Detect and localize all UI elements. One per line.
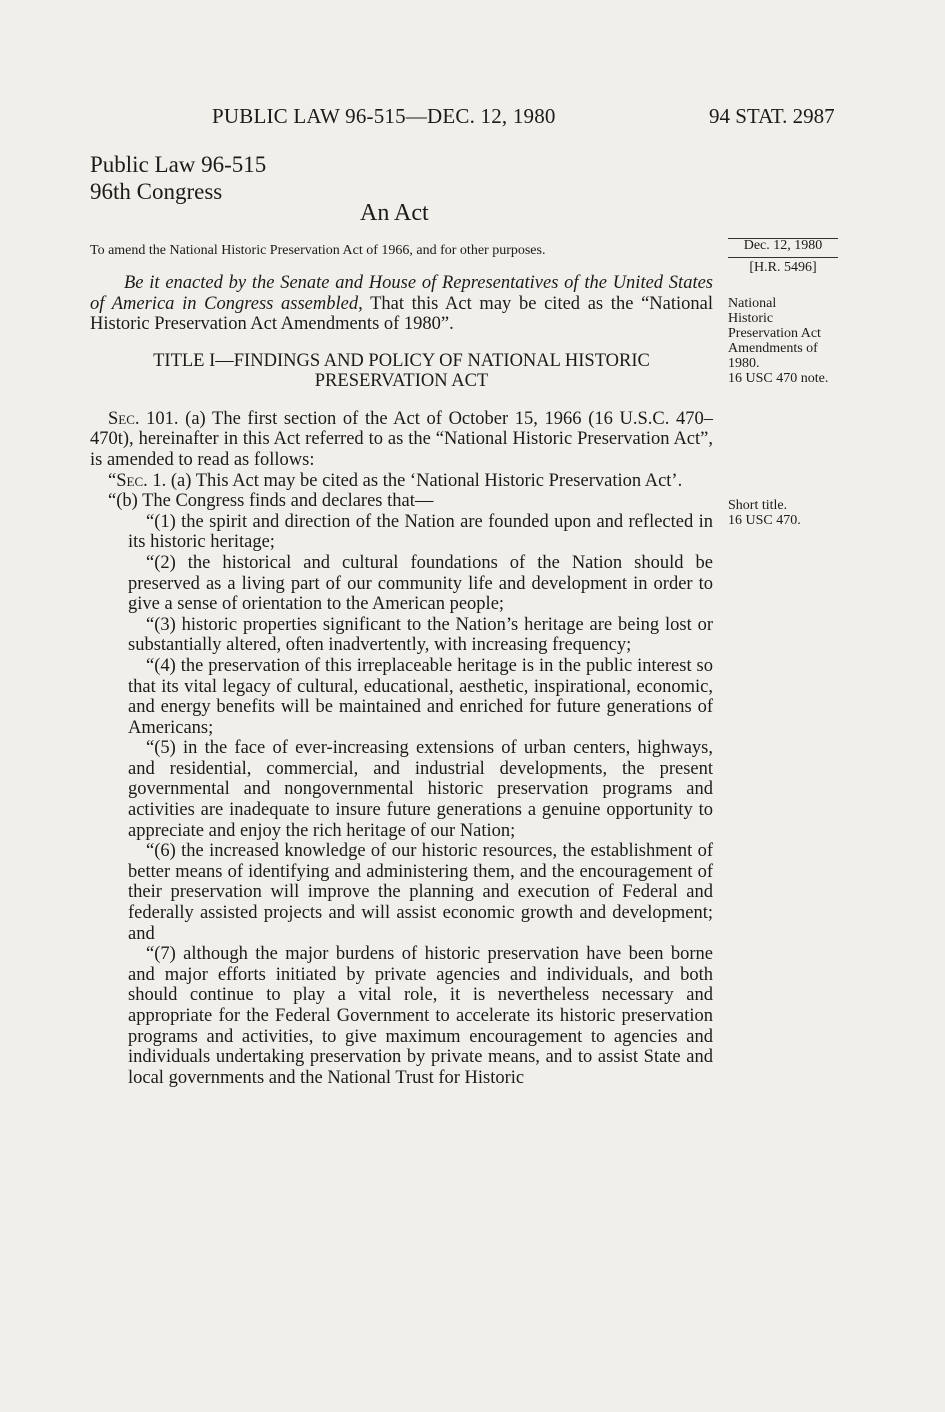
finding-5: “(5) in the face of ever-increasing extensions of urban centers, highways, and residential, commercial, and industrial developments, the present governmental and nongovernmental historic preservation programs and activities are inadequate to insure future generations a genuine opportunity to appreciate and enjoy the rich heritage of our Nation; [128,738,713,841]
finding-7: “(7) although the major burdens of historic preservation have been borne and major efforts initiated by private agencies and individuals, and both should continue to play a vital role, it is nevertheless necessary and appropriate for the Federal Government to accelerate its historic preservation programs and activities, to give maximum encouragement to agencies and individuals undertaking preservation by private means, and to assist State and local governments and the National Trust for Historic [128,944,713,1088]
enacting-clause-italic: Be it enacted by the Senate and House of Representatives of the United States of America in Congress assembled, [90,273,713,314]
enacting-clause [90,273,713,335]
section-1-short-title [90,471,713,492]
act-label: An Act [360,200,429,226]
congress-number: 96th Congress [90,179,223,204]
act-purpose: To amend the National Historic Preservation Act of 1966, and for other purposes. [90,243,546,258]
margin-date: Dec. 12, 1980 [743,238,823,253]
section-1-text: . 1. (a) This Act may be cited as the ‘National Historic Preservation Act’. [143,470,683,491]
margin-short-title-citation: Short title. 16 USC 470. [728,498,801,528]
public-law-number: Public Law 96-515 [90,152,267,177]
running-title: PUBLIC LAW 96-515—DEC. 12, 1980 [212,104,556,128]
margin-rule-mid [728,257,838,258]
margin-short-title-note: National Historic Preservation Act Amendments of 1980. 16 USC 470 note. [728,296,829,386]
section-1-label: Sec [116,470,144,491]
finding-4: “(4) the preservation of this irreplaceable heritage is in the public interest so that its vital legacy of cultural, educational, aesthetic, inspirational, economic, and energy benefits will be maintained and enriched for future generations of Americans; [128,655,713,738]
section-101 [90,409,713,471]
law-identification [90,151,266,205]
main-text [90,273,713,1088]
section-1-open-quote: “ [108,470,117,491]
statute-reference: 94 STAT. 2987 [709,104,835,128]
margin-bill-number: [H.R. 5496] [749,260,817,275]
enacting-clause-rest: That this Act may be cited as the “National Historic Preservation Act Amendments of 1980”. [90,293,713,335]
findings-intro: “(b) The Congress finds and declares that— [108,491,434,512]
section-101-label: Sec [108,408,135,429]
title-heading: TITLE I—FINDINGS AND POLICY OF NATIONAL HISTORIC PRESERVATION ACT [153,350,650,391]
section-101-text: . 101. (a) The first section of the Act of October 15, 1966 (16 U.S.C. 470–470t), hereinafter in this Act referred to as the “National Historic Preservation Act”, is amended to read as follows: [90,408,713,470]
finding-6: “(6) the increased knowledge of our historic resources, the establishment of better means of identifying and administering them, and the encouragement of their preservation will improve the planning and execution of Federal and federally assisted projects and will assist economic growth and development; and [128,841,713,944]
finding-1: “(1) the spirit and direction of the Nation are founded upon and reflected in its historic heritage; [128,511,713,553]
finding-3: “(3) historic properties significant to the Nation’s heritage are being lost or substantially altered, often inadvertently, with increasing frequency; [128,614,713,656]
finding-2: “(2) the historical and cultural foundations of the Nation should be preserved as a living part of our community life and development in order to give a sense of orientation to the American people; [128,552,713,615]
